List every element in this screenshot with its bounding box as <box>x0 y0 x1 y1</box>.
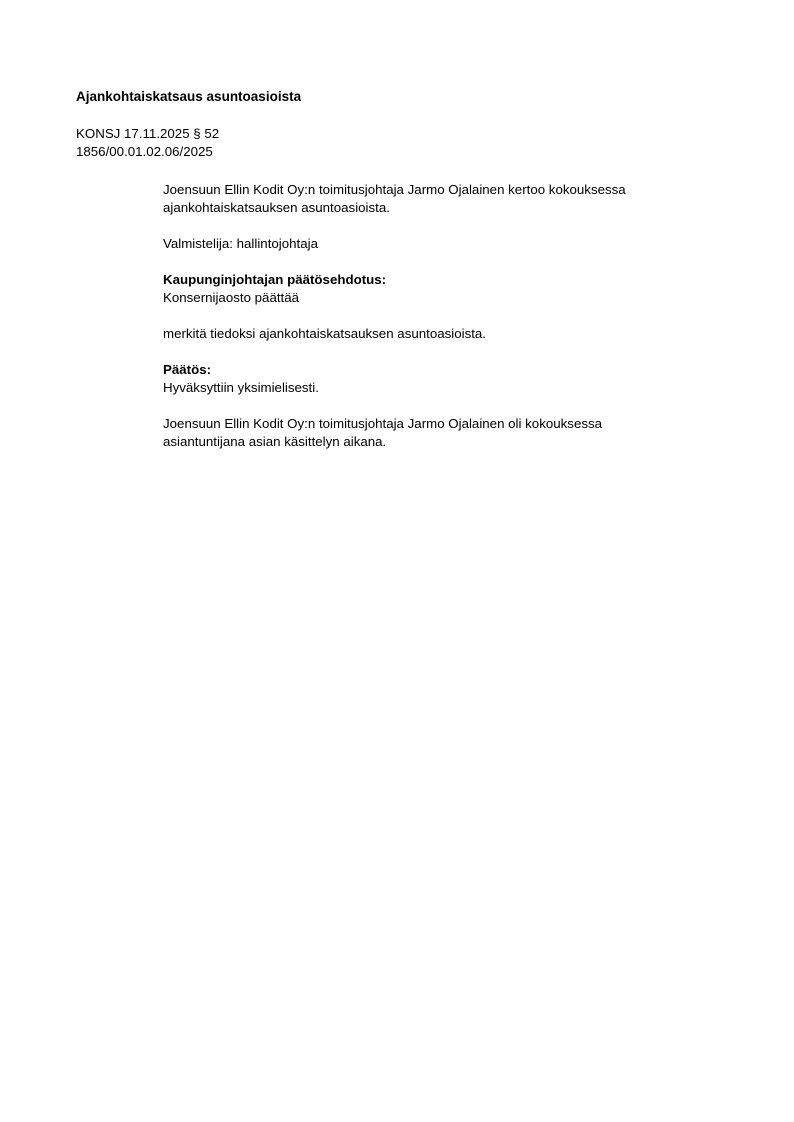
document-meta <box>76 125 219 161</box>
document-body <box>163 181 743 451</box>
decision-section <box>163 361 743 397</box>
decision-heading: Päätös: <box>163 362 212 377</box>
document-title: Ajankohtaiskatsaus asuntoasioista <box>76 89 302 104</box>
decision-body: Hyväksyttiin yksimielisesti. <box>163 380 319 395</box>
proposal-body: Konsernijaosto päättää <box>163 290 300 305</box>
case-number: 1856/00.01.02.06/2025 <box>76 144 213 159</box>
note-line-1: Joensuun Ellin Kodit Oy:n toimitusjohtaja Jarmo Ojalainen oli kokouksessa <box>163 416 603 431</box>
proposal-action: merkitä tiedoksi ajankohtaiskatsauksen asuntoasioista. <box>163 326 486 341</box>
preparer-line: Valmistelija: hallintojohtaja <box>163 236 318 251</box>
meeting-reference: KONSJ 17.11.2025 § 52 <box>76 126 220 141</box>
proposal-heading: Kaupunginjohtajan päätösehdotus: <box>163 272 387 287</box>
proposal-section <box>163 271 743 307</box>
note-line-2: asiantuntijana asian käsittelyn aikana. <box>163 434 387 449</box>
intro-line-2: ajankohtaiskatsauksen asuntoasioista. <box>163 200 390 215</box>
intro-paragraph <box>163 181 743 217</box>
note-paragraph <box>163 415 743 451</box>
intro-line-1: Joensuun Ellin Kodit Oy:n toimitusjohtaja Jarmo Ojalainen kertoo kokouksessa <box>163 182 626 197</box>
